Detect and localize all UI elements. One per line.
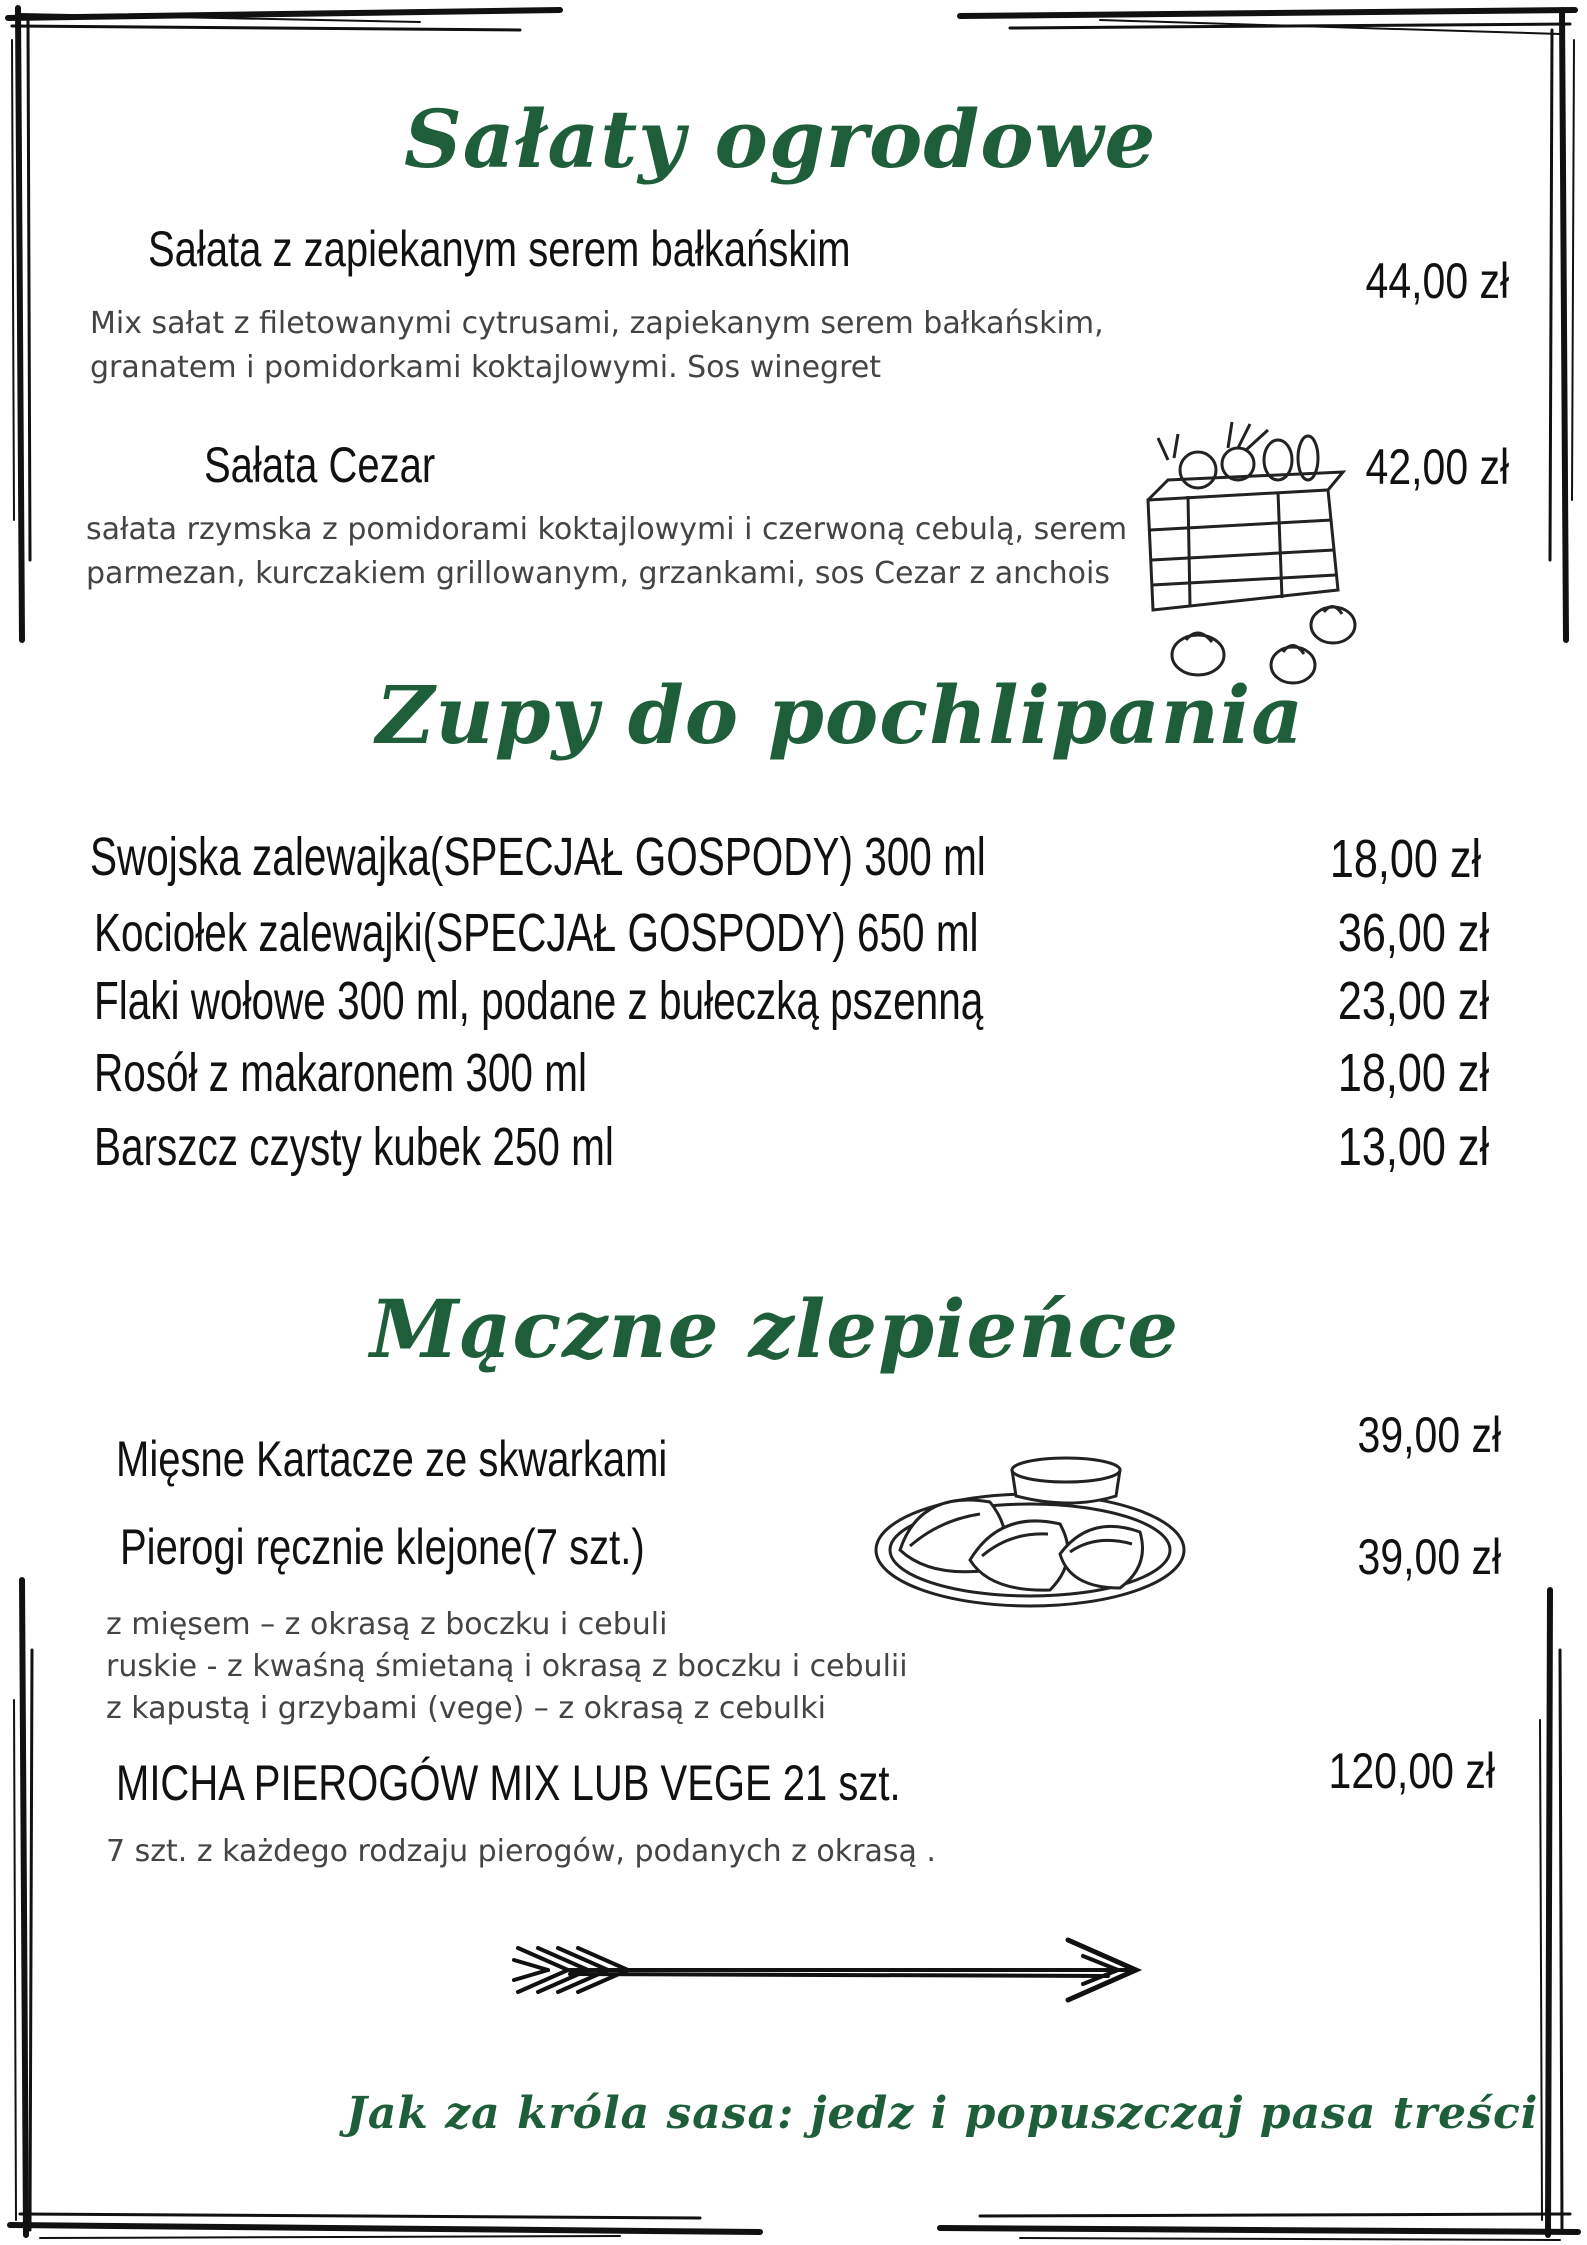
menu-item-price: 13,00 zł [1337, 1117, 1489, 1177]
arrow-icon [508, 1930, 1144, 2010]
menu-item-name: Barszcz czysty kubek 250 ml [94, 1117, 614, 1177]
menu-item-price: 36,00 zł [1337, 903, 1489, 963]
description-line: parmezan, kurczakiem grillowanym, grzankami, sos Cezar z anchois [86, 556, 1110, 591]
description-line: Mix sałat z filetowanymi cytrusami, zapiekanym serem bałkańskim, [90, 306, 1104, 341]
menu-item-name: Sałata z zapiekanym serem bałkańskim [148, 221, 851, 277]
dumplings-plate-icon [870, 1450, 1190, 1610]
section-title-dough: Mączne zlepieńce [370, 1282, 1180, 1376]
section-title-salads: Sałaty ogrodowe [404, 92, 1157, 186]
menu-item-price: 120,00 zł [1328, 1743, 1495, 1799]
description-line: ruskie - z kwaśną śmietaną i okrasą z boczku i cebulii [106, 1649, 908, 1684]
description-line: z mięsem – z okrasą z boczku i cebuli [106, 1607, 668, 1642]
menu-item-price: 23,00 zł [1337, 971, 1489, 1031]
menu-item-price: 18,00 zł [1329, 829, 1481, 889]
menu-item-price: 39,00 zł [1357, 1407, 1501, 1463]
menu-item-name: Mięsne Kartacze ze skwarkami [116, 1431, 668, 1487]
description-line: sałata rzymska z pomidorami koktajlowymi i czerwoną cebulą, serem [86, 512, 1128, 547]
menu-item-name: Rosół z makaronem 300 ml [94, 1043, 587, 1103]
description-line: 7 szt. z każdego rodzaju pierogów, podanych z okrasą . [106, 1834, 936, 1869]
menu-item-description [86, 508, 1127, 596]
menu-item-name: MICHA PIEROGÓW MIX LUB VEGE 21 szt. [116, 1755, 901, 1811]
menu-item-name: Pierogi ręcznie klejone(7 szt.) [120, 1519, 645, 1575]
menu-item-name: Flaki wołowe 300 ml, podane z bułeczką pszenną [94, 971, 984, 1031]
description-line: z kapustą i grzybami (vege) – z okrasą z cebulki [106, 1691, 826, 1726]
menu-item-name: Kociołek zalewajki(SPECJAŁ GOSPODY) 650 ml [94, 903, 979, 963]
menu-item-price: 39,00 zł [1357, 1529, 1501, 1585]
description-line: granatem i pomidorkami koktajlowymi. Sos winegret [90, 350, 881, 385]
menu-item-description [106, 1604, 908, 1730]
footer-motto: Jak za króla sasa: jedz i popuszczaj pasa treści [346, 2088, 1539, 2139]
menu-item-price: 42,00 zł [1365, 439, 1509, 495]
vegetable-crate-icon [1128, 420, 1368, 690]
menu-item-price: 18,00 zł [1337, 1043, 1489, 1103]
section-title-soups: Zupy do pochlipania [376, 668, 1305, 762]
menu-item-name: Sałata Cezar [204, 437, 436, 493]
menu-item-description [90, 302, 1104, 390]
menu-item-description [106, 1830, 936, 1874]
menu-item-price: 44,00 zł [1365, 253, 1509, 309]
menu-item-name: Swojska zalewajka(SPECJAŁ GOSPODY) 300 ml [90, 827, 986, 887]
